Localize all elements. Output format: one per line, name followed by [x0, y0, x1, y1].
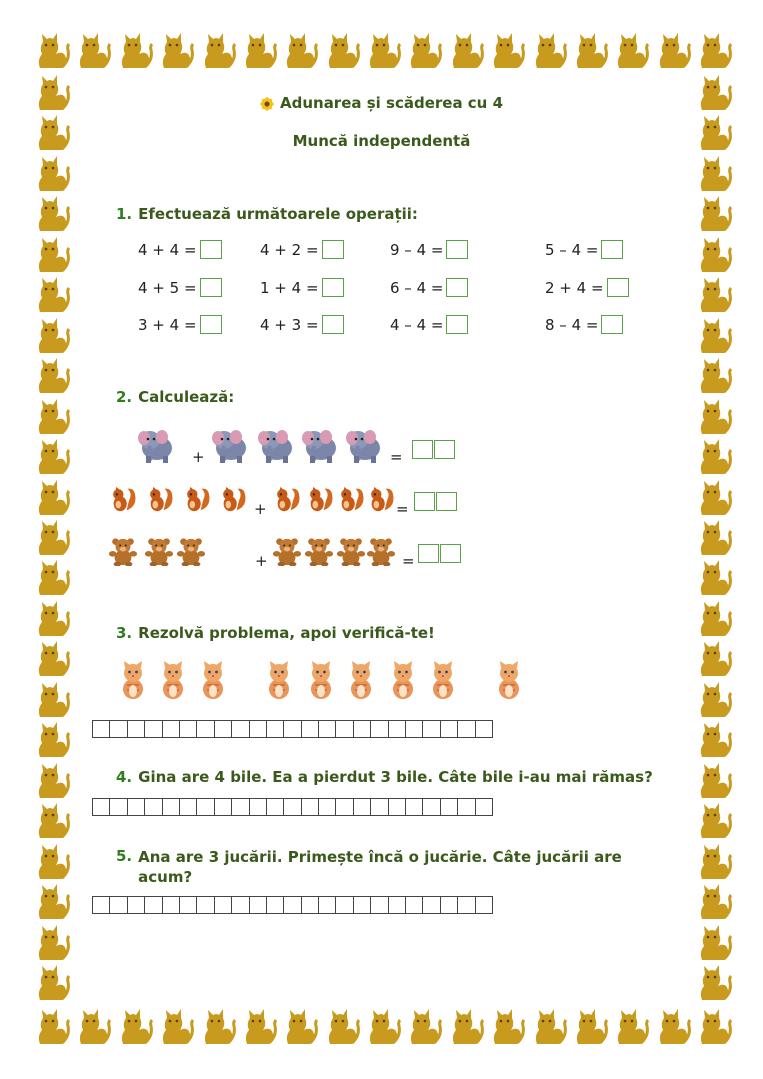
grid-cell[interactable]	[284, 798, 301, 816]
operation	[390, 315, 468, 334]
cat-icon	[158, 1006, 194, 1046]
cat-icon	[696, 760, 732, 800]
answer-box-pair	[412, 440, 455, 459]
grid-cell[interactable]	[284, 720, 301, 738]
cat-icon	[34, 274, 70, 314]
grid-cell[interactable]	[389, 720, 406, 738]
cat-icon	[489, 1006, 525, 1046]
cat-icon	[34, 881, 70, 921]
operation	[260, 240, 344, 259]
answer-box[interactable]	[200, 240, 222, 259]
kitten-icon	[388, 660, 418, 704]
answer-box[interactable]	[436, 492, 457, 511]
teddy-bear-icon	[272, 536, 302, 570]
operation-text: 2 + 4 =	[545, 278, 604, 297]
answer-box[interactable]	[414, 492, 435, 511]
cat-icon	[572, 30, 608, 70]
border-top	[34, 30, 732, 70]
page-subtitle: Muncă independentă	[292, 132, 471, 150]
answer-box[interactable]	[412, 440, 433, 459]
exercise-5-number: 5.	[116, 847, 133, 865]
cat-icon	[34, 30, 70, 70]
answer-box[interactable]	[607, 278, 629, 297]
cat-icon	[34, 638, 70, 678]
cat-icon	[696, 679, 732, 719]
cat-icon	[34, 436, 70, 476]
exercise-4-heading	[116, 768, 653, 786]
cat-icon	[200, 1006, 236, 1046]
cat-icon	[448, 30, 484, 70]
cat-icon	[613, 1006, 649, 1046]
grid-cell[interactable]	[441, 896, 458, 914]
grid-cell[interactable]	[267, 720, 284, 738]
cat-icon	[696, 557, 732, 597]
grid-cell[interactable]	[354, 798, 371, 816]
cat-icon	[448, 1006, 484, 1046]
cat-icon	[365, 30, 401, 70]
cat-icon	[696, 193, 732, 233]
grid-cell[interactable]	[110, 896, 127, 914]
grid-cell[interactable]	[163, 798, 180, 816]
grid-cell[interactable]	[93, 798, 110, 816]
squirrel-icon	[182, 484, 212, 518]
grid-cell[interactable]	[371, 896, 388, 914]
cat-icon	[282, 1006, 318, 1046]
kitten-icon	[198, 660, 228, 704]
grid-cell[interactable]	[163, 720, 180, 738]
cat-icon	[34, 800, 70, 840]
elephant-icon	[210, 424, 250, 468]
operation-text: 3 + 4 =	[138, 315, 197, 334]
plus-sign: +	[192, 448, 205, 466]
cat-icon	[365, 1006, 401, 1046]
cat-icon	[696, 30, 732, 70]
answer-grid-4[interactable]	[92, 798, 493, 816]
exercise-1-number: 1.	[116, 205, 133, 223]
squirrel-icon	[366, 484, 396, 518]
operation	[138, 315, 222, 334]
exercise-3-text: Rezolvă problema, apoi verifică-te!	[138, 624, 435, 642]
cat-icon	[696, 841, 732, 881]
cat-icon	[34, 1006, 70, 1046]
cat-icon	[696, 719, 732, 759]
cat-icon	[655, 1006, 691, 1046]
cat-icon	[406, 30, 442, 70]
operation-text: 8 – 4 =	[545, 315, 599, 334]
cat-icon	[696, 477, 732, 517]
operation	[545, 278, 629, 297]
cat-icon	[572, 1006, 608, 1046]
page-title-text: Adunarea și scăderea cu 4	[279, 94, 504, 112]
cat-icon	[696, 1006, 732, 1046]
exercise-4-text: Gina are 4 bile. Ea a pierdut 3 bile. Câte bile i-au mai rămas?	[138, 768, 653, 786]
kitten-icon	[264, 660, 294, 704]
exercise-1-heading	[116, 205, 418, 223]
grid-cell[interactable]	[458, 896, 475, 914]
cat-icon	[34, 557, 70, 597]
teddy-bear-icon	[366, 536, 396, 570]
cat-icon	[75, 1006, 111, 1046]
cat-icon	[241, 1006, 277, 1046]
grid-cell[interactable]	[145, 720, 162, 738]
grid-cell[interactable]	[302, 798, 319, 816]
elephant-icon	[136, 424, 176, 468]
cat-icon	[696, 274, 732, 314]
cat-icon	[696, 355, 732, 395]
equals-sign: =	[402, 552, 415, 570]
exercise-4-number: 4.	[116, 768, 133, 786]
cat-icon	[34, 153, 70, 193]
grid-cell[interactable]	[128, 798, 145, 816]
border-right	[696, 72, 732, 1002]
kitten-icon	[306, 660, 336, 704]
answer-box[interactable]	[200, 315, 222, 334]
answer-box[interactable]	[322, 278, 344, 297]
grid-cell[interactable]	[319, 896, 336, 914]
grid-cell[interactable]	[163, 896, 180, 914]
answer-box[interactable]	[434, 440, 455, 459]
cat-icon	[324, 1006, 360, 1046]
exercise-2-number: 2.	[116, 388, 133, 406]
grid-cell[interactable]	[145, 896, 162, 914]
equals-sign: =	[390, 448, 403, 466]
grid-cell[interactable]	[423, 896, 440, 914]
equals-sign: =	[396, 500, 409, 518]
grid-cell[interactable]	[128, 720, 145, 738]
squirrel-icon	[218, 484, 248, 518]
squirrel-icon	[108, 484, 138, 518]
exercise-3-number: 3.	[116, 624, 133, 642]
exercise-3-heading	[116, 624, 435, 642]
answer-box[interactable]	[601, 240, 623, 259]
grid-cell[interactable]	[250, 720, 267, 738]
grid-cell[interactable]	[215, 896, 232, 914]
grid-cell[interactable]	[389, 896, 406, 914]
operation	[138, 240, 222, 259]
answer-grid-5[interactable]	[92, 896, 493, 914]
cat-icon	[34, 517, 70, 557]
cat-icon	[696, 881, 732, 921]
cat-icon	[241, 30, 277, 70]
teddy-bear-icon	[304, 536, 334, 570]
grid-cell[interactable]	[319, 720, 336, 738]
cat-icon	[34, 962, 70, 1002]
grid-cell[interactable]	[336, 798, 353, 816]
grid-cell[interactable]	[197, 798, 214, 816]
grid-cell[interactable]	[406, 798, 423, 816]
grid-cell[interactable]	[302, 896, 319, 914]
grid-cell[interactable]	[476, 896, 493, 914]
cat-icon	[696, 436, 732, 476]
cat-icon	[655, 30, 691, 70]
operation-text: 5 – 4 =	[545, 240, 599, 259]
kitten-icon	[428, 660, 458, 704]
cat-icon	[117, 1006, 153, 1046]
cat-icon	[696, 234, 732, 274]
teddy-bear-icon	[108, 536, 138, 570]
teddy-bear-icon	[336, 536, 366, 570]
border-bottom	[34, 1006, 732, 1046]
kitten-icon	[494, 660, 524, 704]
cat-icon	[34, 234, 70, 274]
cat-icon	[158, 30, 194, 70]
cat-icon	[613, 30, 649, 70]
cat-icon	[324, 30, 360, 70]
answer-box[interactable]	[440, 544, 461, 563]
cat-icon	[34, 477, 70, 517]
cat-icon	[489, 30, 525, 70]
cat-icon	[696, 962, 732, 1002]
grid-cell[interactable]	[319, 798, 336, 816]
exercise-1-text: Efectuează următoarele operații:	[138, 205, 418, 223]
grid-cell[interactable]	[93, 720, 110, 738]
grid-cell[interactable]	[215, 798, 232, 816]
plus-sign: +	[254, 500, 267, 518]
operation	[545, 240, 623, 259]
answer-box[interactable]	[446, 315, 468, 334]
grid-cell[interactable]	[180, 720, 197, 738]
cat-icon	[696, 922, 732, 962]
answer-grid-3[interactable]	[92, 720, 493, 738]
operation-text: 4 + 3 =	[260, 315, 319, 334]
grid-cell[interactable]	[336, 720, 353, 738]
grid-cell[interactable]	[441, 798, 458, 816]
exercise-2-text: Calculează:	[138, 388, 235, 406]
grid-cell[interactable]	[267, 896, 284, 914]
operation	[545, 315, 623, 334]
operation-text: 9 – 4 =	[390, 240, 444, 259]
operation	[390, 278, 468, 297]
kitten-icon	[346, 660, 376, 704]
grid-cell[interactable]	[145, 798, 162, 816]
answer-box[interactable]	[200, 278, 222, 297]
elephant-icon	[256, 424, 296, 468]
plus-sign: +	[255, 552, 268, 570]
cat-icon	[75, 30, 111, 70]
grid-cell[interactable]	[250, 798, 267, 816]
cat-icon	[34, 922, 70, 962]
answer-box-pair	[414, 492, 457, 511]
teddy-bear-icon	[144, 536, 174, 570]
squirrel-icon	[145, 484, 175, 518]
grid-cell[interactable]	[476, 798, 493, 816]
answer-box-pair	[418, 544, 461, 563]
cat-icon	[34, 719, 70, 759]
cat-icon	[531, 1006, 567, 1046]
cat-icon	[696, 315, 732, 355]
cat-icon	[696, 517, 732, 557]
exercise-5-text: Ana are 3 jucării. Primește încă o jucărie. Câte jucării are acum?	[138, 848, 622, 886]
grid-cell[interactable]	[215, 720, 232, 738]
grid-cell[interactable]	[389, 798, 406, 816]
page-title	[0, 94, 763, 112]
cat-icon	[34, 315, 70, 355]
kitten-icon	[118, 660, 148, 704]
grid-cell[interactable]	[180, 798, 197, 816]
cat-icon	[696, 598, 732, 638]
cat-icon	[34, 679, 70, 719]
elephant-icon	[344, 424, 384, 468]
cat-icon	[406, 1006, 442, 1046]
grid-cell[interactable]	[232, 798, 249, 816]
border-left	[34, 72, 70, 1002]
exercise-2-heading	[116, 388, 234, 406]
grid-cell[interactable]	[354, 896, 371, 914]
answer-box[interactable]	[418, 544, 439, 563]
cat-icon	[200, 30, 236, 70]
grid-cell[interactable]	[336, 896, 353, 914]
grid-cell[interactable]	[197, 720, 214, 738]
answer-box[interactable]	[601, 315, 623, 334]
grid-cell[interactable]	[232, 720, 249, 738]
grid-cell[interactable]	[476, 720, 493, 738]
exercise-5-heading	[116, 847, 658, 887]
grid-cell[interactable]	[284, 896, 301, 914]
grid-cell[interactable]	[371, 720, 388, 738]
squirrel-icon	[336, 484, 366, 518]
cat-icon	[34, 598, 70, 638]
grid-cell[interactable]	[128, 896, 145, 914]
grid-cell[interactable]	[458, 720, 475, 738]
grid-cell[interactable]	[232, 896, 249, 914]
grid-cell[interactable]	[354, 720, 371, 738]
operation-text: 4 + 5 =	[138, 278, 197, 297]
grid-cell[interactable]	[93, 896, 110, 914]
grid-cell[interactable]	[267, 798, 284, 816]
grid-cell[interactable]	[197, 896, 214, 914]
grid-cell[interactable]	[406, 720, 423, 738]
cat-icon	[34, 841, 70, 881]
grid-cell[interactable]	[371, 798, 388, 816]
grid-cell[interactable]	[458, 798, 475, 816]
squirrel-icon	[305, 484, 335, 518]
operation-text: 4 + 2 =	[260, 240, 319, 259]
grid-cell[interactable]	[423, 798, 440, 816]
grid-cell[interactable]	[110, 798, 127, 816]
operation-text: 1 + 4 =	[260, 278, 319, 297]
operation	[260, 315, 344, 334]
cat-icon	[34, 355, 70, 395]
grid-cell[interactable]	[406, 896, 423, 914]
cat-icon	[282, 30, 318, 70]
cat-icon	[531, 30, 567, 70]
answer-box[interactable]	[322, 240, 344, 259]
operation-text: 6 – 4 =	[390, 278, 444, 297]
cat-icon	[117, 30, 153, 70]
operation-text: 4 + 4 =	[138, 240, 197, 259]
operation	[260, 278, 344, 297]
sunflower-icon	[260, 97, 274, 111]
operation	[390, 240, 468, 259]
teddy-bear-icon	[176, 536, 206, 570]
grid-cell[interactable]	[441, 720, 458, 738]
cat-icon	[696, 396, 732, 436]
cat-icon	[696, 153, 732, 193]
kitten-icon	[158, 660, 188, 704]
grid-cell[interactable]	[302, 720, 319, 738]
cat-icon	[34, 396, 70, 436]
cat-icon	[34, 760, 70, 800]
grid-cell[interactable]	[423, 720, 440, 738]
operation	[138, 278, 222, 297]
squirrel-icon	[272, 484, 302, 518]
answer-box[interactable]	[446, 278, 468, 297]
answer-box[interactable]	[446, 240, 468, 259]
operation-text: 4 – 4 =	[390, 315, 444, 334]
answer-box[interactable]	[322, 315, 344, 334]
grid-cell[interactable]	[180, 896, 197, 914]
elephant-icon	[300, 424, 340, 468]
cat-icon	[696, 638, 732, 678]
cat-icon	[34, 193, 70, 233]
grid-cell[interactable]	[110, 720, 127, 738]
grid-cell[interactable]	[250, 896, 267, 914]
cat-icon	[696, 800, 732, 840]
